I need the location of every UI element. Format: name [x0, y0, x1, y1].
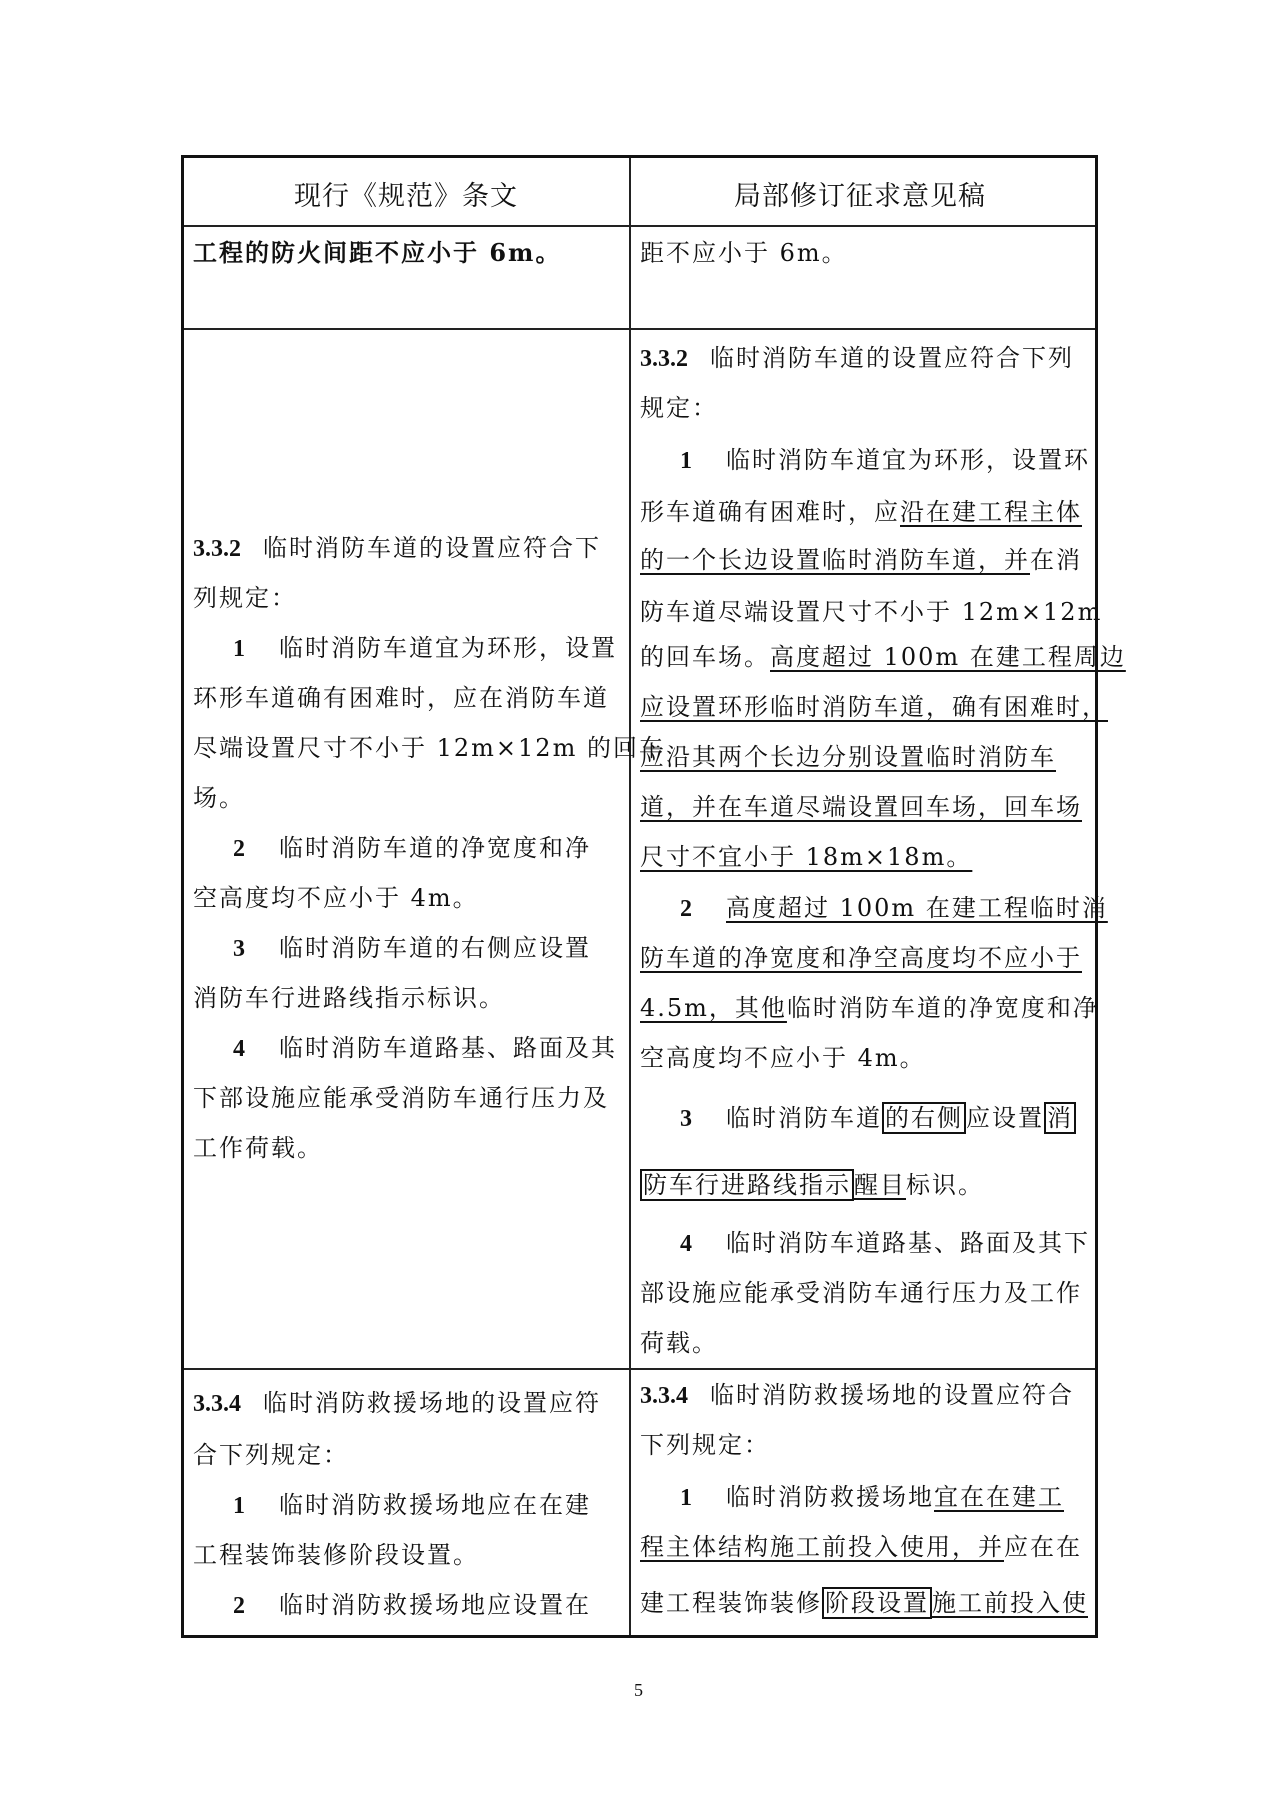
row1-left-text: 工程的防火间距不应小于 6m。: [193, 238, 562, 267]
item-text: 尽端设置尺寸不小于 12m×12m 的回车: [193, 734, 665, 762]
item-number: 1: [233, 636, 247, 662]
clause-text: 下列规定：: [640, 1431, 770, 1459]
row-divider: [184, 1368, 1095, 1370]
clause-number: 3.3.4: [640, 1383, 688, 1409]
item-text: 临时消防车道: [726, 1104, 882, 1132]
inserted-text: 4.5m，其他: [640, 994, 787, 1022]
row-divider: [184, 328, 1095, 330]
item-number: 4: [233, 1036, 247, 1062]
item-text: 形车道确有困难时，应: [640, 498, 900, 526]
clause-text: 临时消防救援场地的设置应符合: [710, 1381, 1074, 1409]
item-text: 临时消防车道路基、路面及其下: [726, 1229, 1090, 1257]
deleted-text-box: 阶段设置: [822, 1587, 932, 1619]
item-text: 临时消防救援场地应设置在: [279, 1591, 591, 1619]
inserted-text: 程主体结构施工前投入使用，并: [640, 1533, 1004, 1561]
inserted-text: 高度超过 100m 在建工程临时消: [726, 894, 1108, 922]
item-text: 工程装饰装修阶段设置。: [193, 1541, 479, 1569]
clause-number: 3.3.2: [193, 536, 241, 562]
item-text: 空高度均不应小于 4m。: [640, 1044, 926, 1072]
clause-number: 3.3.4: [193, 1391, 241, 1417]
header-revision-draft: 局部修订征求意见稿: [734, 181, 986, 212]
item-text: 在消: [1030, 546, 1082, 574]
inserted-text: 应设置环形临时消防车道，确有困难时，: [640, 693, 1108, 721]
clause-text: 列规定：: [193, 584, 297, 612]
inserted-text: 应沿其两个长边分别设置临时消防车: [640, 743, 1056, 771]
item-text: 标识。: [906, 1171, 984, 1199]
inserted-text: 防车道的净宽度和净空高度均不应小于: [640, 944, 1082, 972]
column-divider: [629, 158, 631, 1635]
item-number: 4: [680, 1231, 694, 1257]
item-number: 2: [233, 1593, 247, 1619]
item-text: 临时消防车道的右侧应设置: [279, 934, 591, 962]
item-text: 的回车场。: [640, 643, 770, 671]
item-text: 部设施应能承受消防车通行压力及工作: [640, 1279, 1082, 1307]
item-text: 应在在: [1004, 1533, 1082, 1561]
deleted-text-box: 防车行进路线指示: [640, 1169, 854, 1201]
row-divider: [184, 225, 1095, 227]
item-number: 2: [233, 836, 247, 862]
deleted-text-box: 的右侧: [882, 1102, 966, 1134]
item-number: 1: [680, 1485, 694, 1511]
item-text: 临时消防救援场地: [726, 1483, 934, 1511]
inserted-text: 沿在建工程主体: [900, 498, 1082, 526]
inserted-text: 施工前投入使: [932, 1589, 1088, 1617]
item-text: 临时消防车道的净宽度和净: [786, 994, 1099, 1022]
page-number: 5: [634, 1680, 643, 1700]
item-text: 临时消防车道路基、路面及其: [279, 1034, 617, 1062]
item-text: 荷载。: [640, 1329, 718, 1357]
item-text: 防车道尽端设置尺寸不小于 12m×12m: [640, 598, 1103, 626]
item-text: 应设置: [966, 1104, 1044, 1132]
inserted-text: 道，并在车道尽端设置回车场，回车场: [640, 793, 1082, 821]
inserted-text: 高度超过 100m 在建工程周边: [770, 643, 1126, 671]
clause-text: 临时消防车道的设置应符合下: [263, 534, 601, 562]
item-number: 1: [680, 448, 694, 474]
item-text: 临时消防车道的净宽度和净: [279, 834, 591, 862]
item-number: 3: [233, 936, 247, 962]
item-text: 工作荷载。: [193, 1134, 323, 1162]
item-text: 场。: [193, 784, 245, 812]
inserted-text: 的一个长边设置临时消防车道，并: [640, 546, 1030, 574]
item-text: 消防车行进路线指示标识。: [193, 984, 505, 1012]
inserted-text: 尺寸不宜小于 18m×18m。: [640, 843, 973, 871]
clause-text: 临时消防救援场地的设置应符: [263, 1389, 601, 1417]
clause-text: 规定：: [640, 394, 718, 422]
item-number: 2: [680, 896, 694, 922]
inserted-text: 醒目: [854, 1171, 906, 1199]
item-text: 临时消防救援场地应在在建: [279, 1491, 591, 1519]
clause-text: 合下列规定：: [193, 1441, 349, 1469]
item-text: 下部设施应能承受消防车通行压力及: [193, 1084, 609, 1112]
clause-number: 3.3.2: [640, 346, 688, 372]
deleted-text-box: 消: [1044, 1102, 1076, 1134]
row1-right-text: 距不应小于 6m。: [640, 239, 848, 267]
item-number: 1: [233, 1493, 247, 1519]
clause-text: 临时消防车道的设置应符合下列: [710, 344, 1074, 372]
item-text: 环形车道确有困难时，应在消防车道: [193, 684, 609, 712]
item-text: 建工程装饰装修: [640, 1589, 822, 1617]
revision-comparison-table: [181, 155, 1126, 1638]
inserted-text: 宜在在建工: [934, 1483, 1064, 1511]
item-text: 临时消防车道宜为环形，设置环: [726, 446, 1090, 474]
item-number: 3: [680, 1106, 694, 1132]
item-text: 临时消防车道宜为环形，设置: [279, 634, 617, 662]
item-text: 空高度均不应小于 4m。: [193, 884, 479, 912]
header-current-code: 现行《规范》条文: [294, 181, 518, 212]
